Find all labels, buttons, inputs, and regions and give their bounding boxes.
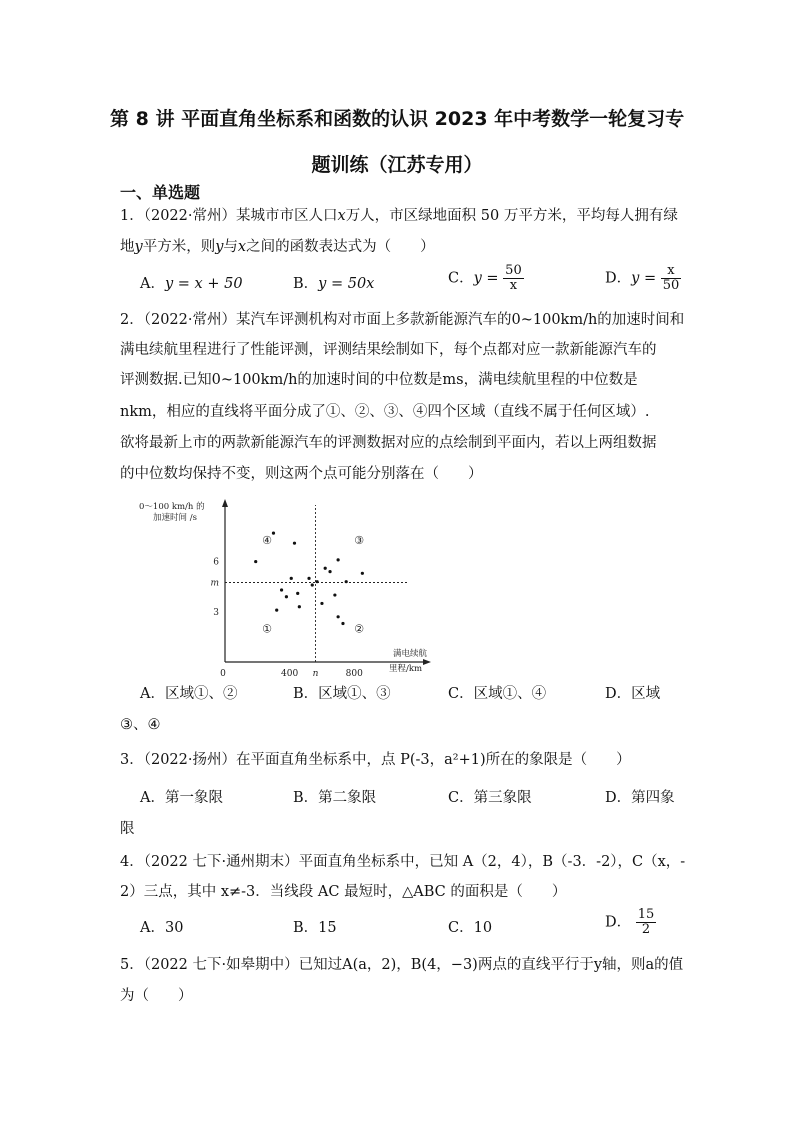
q2-option-c[interactable]: C．区域①、④ bbox=[448, 686, 547, 702]
q2-line1: 2．（2022·常州）某汽车评测机构对市面上多款新能源汽车的0~100km/h的加速时间和 bbox=[120, 312, 685, 328]
doc-title-line1: 第 8 讲 平面直角坐标系和函数的认识 2023 年中考数学一轮复习专 bbox=[110, 108, 685, 130]
scatter-chart bbox=[135, 495, 445, 680]
q4-option-c[interactable]: C．10 bbox=[448, 920, 493, 936]
q2-option-d[interactable]: D．区域 bbox=[605, 686, 661, 702]
q3-line1: 3．（2022·扬州）在平面直角坐标系中，点 P(-3，a²+1)所在的象限是（ ） bbox=[120, 752, 631, 768]
q4-option-d-fraction: $\frac{15}{2}$ bbox=[637, 907, 655, 937]
data-point bbox=[272, 532, 275, 535]
y-tick-label: m bbox=[210, 578, 219, 589]
q4-option-d[interactable]: D． $\frac{15}{2}$ bbox=[605, 907, 655, 937]
region-label: ① bbox=[262, 622, 272, 636]
region-label: ④ bbox=[262, 533, 272, 547]
data-point bbox=[320, 602, 323, 605]
data-point bbox=[307, 577, 310, 580]
data-point bbox=[290, 577, 293, 580]
x-tick-label: 0 bbox=[220, 669, 226, 679]
data-point bbox=[285, 595, 288, 598]
q1-number: 1． bbox=[120, 208, 144, 224]
q4-option-a[interactable]: A．30 bbox=[140, 920, 184, 936]
data-point bbox=[275, 609, 278, 612]
x-axis-arrow bbox=[423, 659, 431, 665]
data-point bbox=[328, 570, 331, 573]
data-point bbox=[345, 580, 348, 583]
y-tick-label: 6 bbox=[213, 557, 219, 568]
data-point bbox=[316, 580, 319, 583]
q2-number: 2． bbox=[120, 312, 144, 328]
q1-line1: 1．（2022·常州）某城市市区人口x万人，市区绿地面积 50 万平方米，平均每人拥有绿 bbox=[120, 208, 678, 224]
x-tick-label: 400 bbox=[281, 669, 299, 679]
q2-line2: 满电续航里程进行了性能评测，评测结果绘制如下，每个点都对应一款新能源汽车的 bbox=[120, 342, 657, 358]
data-point bbox=[293, 542, 296, 545]
y-axis-label-line1: 0～100 km/h 的 bbox=[139, 502, 205, 512]
region-label: ② bbox=[354, 622, 365, 636]
data-point bbox=[296, 592, 299, 595]
doc-title-line2: 题训练（江苏专用） bbox=[311, 154, 483, 176]
data-point bbox=[337, 615, 340, 618]
q3-option-d-continued: 限 bbox=[120, 821, 135, 837]
data-point bbox=[361, 572, 364, 575]
q2-line4: nkm，相应的直线将平面分成了①、②、③、④四个区域（直线不属于任何区域）. bbox=[120, 404, 650, 420]
q3-option-c[interactable]: C．第三象限 bbox=[448, 790, 532, 806]
data-point bbox=[333, 593, 336, 596]
data-point bbox=[341, 622, 344, 625]
q3-option-b[interactable]: B．第二象限 bbox=[293, 790, 377, 806]
x-axis-label-line1: 满电续航 bbox=[393, 649, 428, 659]
q1-source: （2022·常州） bbox=[143, 208, 236, 224]
y-axis-label-line2: 加速时间 /s bbox=[153, 513, 197, 523]
data-point bbox=[311, 583, 314, 586]
q4-line2: 2）三点，其中 x≠-3．当线段 AC 最短时，△ABC 的面积是（ ） bbox=[120, 884, 567, 900]
x-tick-label: n bbox=[312, 669, 319, 679]
q4-line1: 4．（2022 七下·通州期末）平面直角坐标系中，已知 A（2，4），B（-3．-2），C（x，- bbox=[120, 854, 686, 870]
q2-option-a[interactable]: A．区域①、② bbox=[140, 686, 238, 702]
q3-option-a[interactable]: A．第一象限 bbox=[140, 790, 223, 806]
x-tick-label: 800 bbox=[345, 669, 363, 679]
q2-option-b[interactable]: B．区域①、③ bbox=[293, 686, 391, 702]
q5-line2: 为（ ） bbox=[120, 988, 193, 1004]
q1-option-a[interactable]: A．y = x + 50 bbox=[140, 276, 243, 292]
q2-line6: 的中位数均保持不变，则这两个点可能分别落在（ ） bbox=[120, 466, 483, 482]
q3-option-d[interactable]: D．第四象 bbox=[605, 790, 675, 806]
data-point bbox=[254, 560, 257, 563]
q1-option-d[interactable]: D．y = $\frac{x}{50}$ bbox=[605, 263, 680, 293]
data-point bbox=[280, 588, 283, 591]
region-label: ③ bbox=[354, 533, 365, 547]
q2-line3: 评测数据.已知0~100km/h的加速时间的中位数是ms，满电续航里程的中位数是 bbox=[120, 372, 638, 388]
q4-option-b[interactable]: B．15 bbox=[293, 920, 337, 936]
q1-option-c-fraction: $\frac{50}{x}$ bbox=[505, 263, 522, 293]
q1-option-b[interactable]: B．y = 50x bbox=[293, 276, 375, 292]
q5-number: 5． bbox=[120, 957, 144, 973]
data-point bbox=[337, 558, 340, 561]
q2-line5: 欲将最新上市的两款新能源汽车的评测数据对应的点绘制到平面内，若以上两组数据 bbox=[120, 435, 657, 451]
section-heading: 一、单选题 bbox=[120, 183, 201, 202]
data-point bbox=[298, 605, 301, 608]
x-axis-label-line2: 里程/km bbox=[389, 664, 423, 674]
q2-option-d-continued: ③、④ bbox=[120, 717, 161, 733]
q4-number: 4． bbox=[120, 854, 144, 870]
y-tick-label: 3 bbox=[213, 607, 219, 618]
q1-option-c[interactable]: C．y = $\frac{50}{x}$ bbox=[448, 263, 522, 293]
q1-line2: 地y平方米，则y与x之间的函数表达式为（ ） bbox=[120, 239, 435, 255]
q5-line1: 5．（2022 七下·如皋期中）已知过A(a，2)，B(4，−3)两点的直线平行于y轴，则a的值 bbox=[120, 957, 684, 973]
data-point bbox=[324, 567, 327, 570]
q3-number: 3． bbox=[120, 752, 144, 768]
q1-option-d-fraction: $\frac{x}{50}$ bbox=[662, 263, 680, 293]
q2-source: （2022·常州） bbox=[143, 312, 236, 328]
y-axis-arrow bbox=[222, 499, 228, 507]
